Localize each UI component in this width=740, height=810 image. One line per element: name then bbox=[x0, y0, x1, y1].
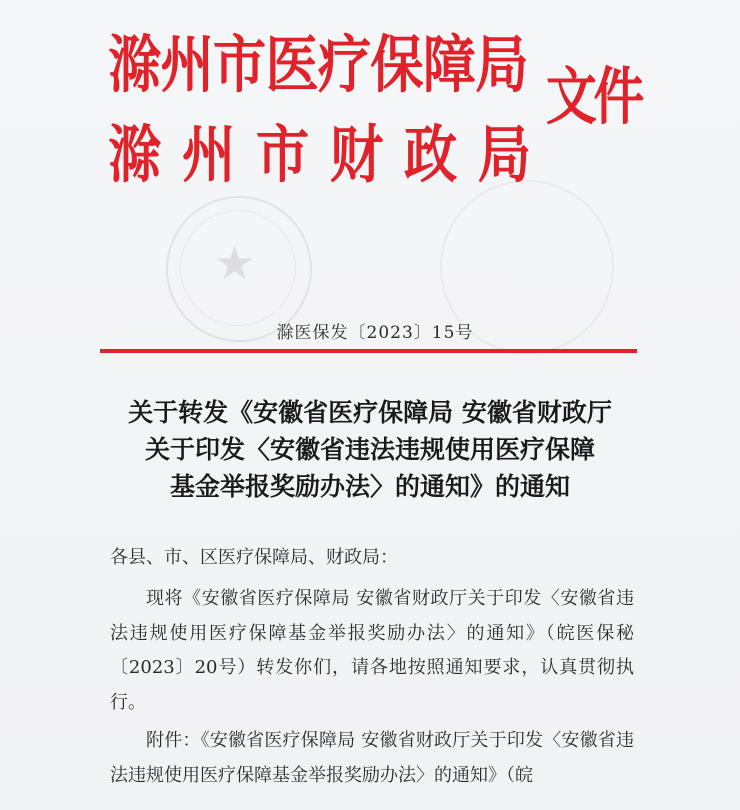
header-divider bbox=[100, 349, 637, 353]
document-suffix: 文件 bbox=[546, 60, 642, 133]
title-line: 基金举报奖励办法〉的通知》的通知 bbox=[169, 472, 570, 501]
title-line: 关于印发〈安徽省违法违规使用医疗保障 bbox=[144, 435, 595, 464]
document-title bbox=[0, 394, 740, 505]
attachment-note: 附件：《安徽省医疗保障局 安徽省财政厅关于印发〈安徽省违法违规使用医疗保障基金举报奖励办法〉的通知》（皖 bbox=[110, 730, 634, 786]
seal-star-icon: ★ bbox=[214, 236, 256, 290]
issuer-name-medical-security: 滁州市医疗保障局 bbox=[108, 28, 528, 101]
document-number: 滁医保发〔2023〕15号 bbox=[276, 323, 474, 343]
addressee: 各县、市、区医疗保障局、财政局： bbox=[110, 547, 398, 568]
body-content bbox=[110, 582, 634, 720]
body-paragraph: 现将《安徽省医疗保障局 安徽省财政厅关于印发〈安徽省违法违规使用医疗保障基金举报奖励办法〉的通知》（皖医保秘〔2023〕20号）转发你们，请各地按照通知要求，认真贯彻执行。 bbox=[110, 588, 634, 713]
title-line: 关于转发《安徽省医疗保障局 安徽省财政厅 bbox=[128, 398, 612, 427]
issuer-name-finance: 滁州市财政局 bbox=[108, 118, 552, 191]
